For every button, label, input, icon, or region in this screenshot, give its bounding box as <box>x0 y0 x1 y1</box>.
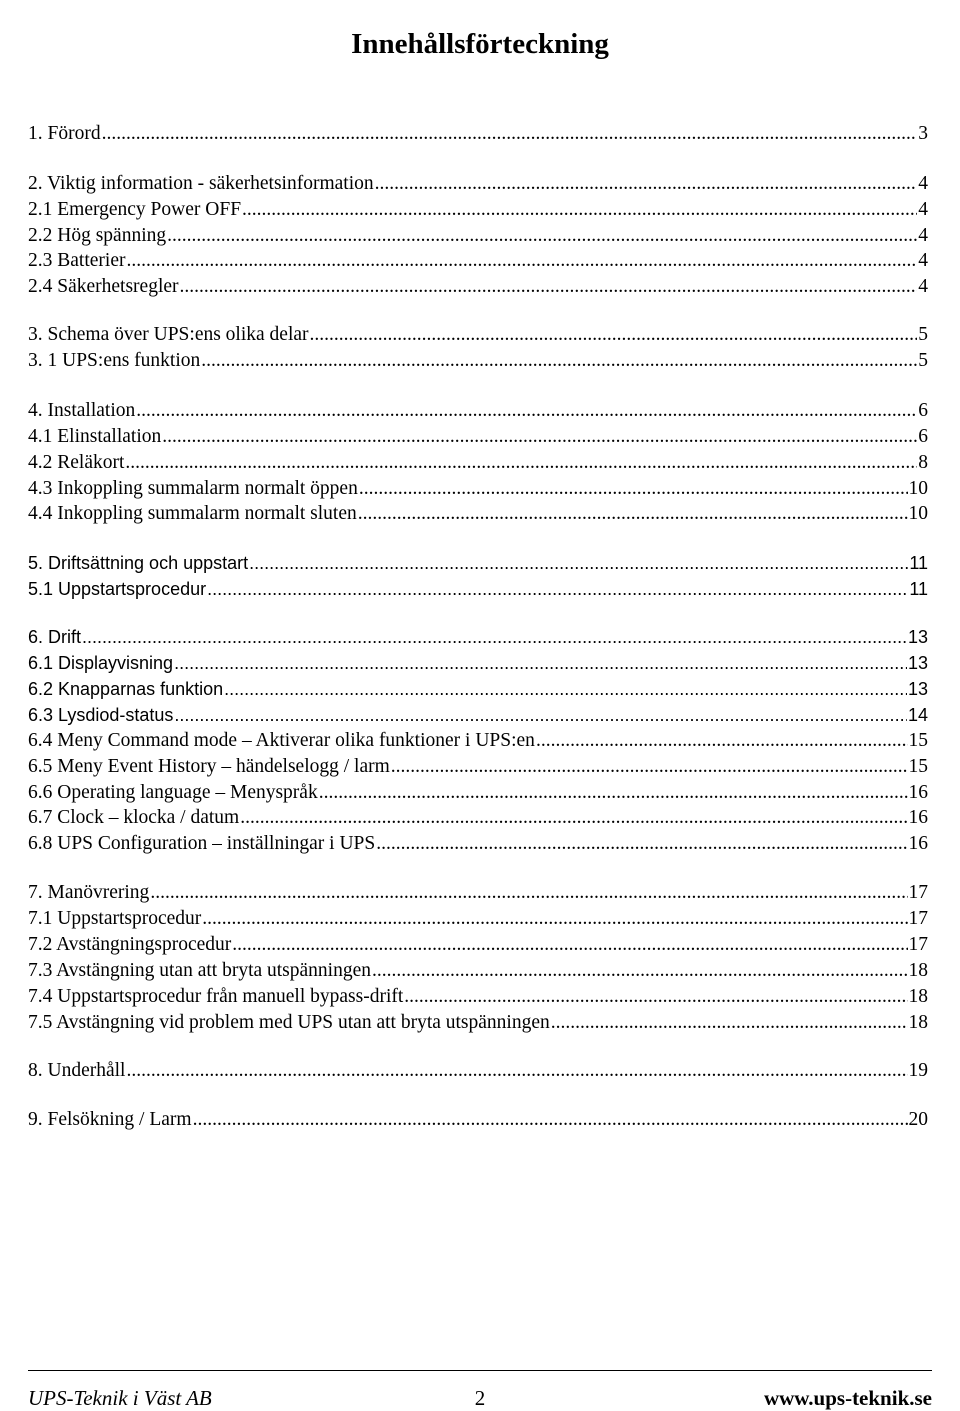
toc-leader-dots <box>375 172 918 196</box>
toc-entry-page: 4 <box>918 173 928 194</box>
toc-entry[interactable] <box>28 1009 928 1035</box>
toc-entry-label: 7.4 Uppstartsprocedur från manuell bypass-drift <box>28 986 404 1007</box>
toc-entry-page: 19 <box>908 1060 928 1081</box>
toc-entry-label: 5.1 Uppstartsprocedur <box>28 579 207 599</box>
toc-entry-label: 6.8 UPS Configuration – inställningar i UPS <box>28 833 376 854</box>
toc-entry-label: 6. Drift <box>28 627 82 647</box>
toc-entry-page: 4 <box>918 199 928 220</box>
toc-leader-dots <box>240 806 907 830</box>
toc-entry-page: 16 <box>908 833 928 854</box>
toc-entry[interactable] <box>28 549 928 575</box>
toc-entry-page: 17 <box>908 882 928 903</box>
toc-entry-label: 4.3 Inkoppling summalarm normalt öppen <box>28 478 358 499</box>
toc-entry-label: 7.2 Avstängningsprocedur <box>28 934 232 955</box>
toc-entry-label: 2.3 Batterier <box>28 250 126 271</box>
toc-leader-dots <box>180 275 918 299</box>
toc-entry-page: 18 <box>908 960 928 981</box>
toc-entry-page: 17 <box>908 934 928 955</box>
toc-entry-page: 16 <box>908 782 928 803</box>
toc-entry-page: 11 <box>909 579 928 599</box>
toc-leader-dots <box>150 881 907 905</box>
toc-entry[interactable] <box>28 727 928 753</box>
toc-leader-dots <box>136 399 917 423</box>
toc-entry-page: 4 <box>918 250 928 271</box>
toc-entry[interactable] <box>28 675 928 701</box>
toc-entry-page: 13 <box>907 627 928 647</box>
toc-entry-page: 5 <box>918 350 928 371</box>
footer-divider <box>28 1370 932 1371</box>
toc-entry-label: 7.3 Avstängning utan att bryta utspänningen <box>28 960 372 981</box>
toc-leader-dots <box>391 755 908 779</box>
toc-entry[interactable] <box>28 475 928 501</box>
toc-entry[interactable] <box>28 397 928 423</box>
toc-entry-page: 6 <box>918 400 928 421</box>
toc-leader-dots <box>404 985 907 1009</box>
toc-entry-label: 7. Manövrering <box>28 882 150 903</box>
toc-entry[interactable] <box>28 983 928 1009</box>
toc-entry-label: 8. Underhåll <box>28 1060 126 1081</box>
toc-entry-page: 4 <box>918 225 928 246</box>
toc-entry-page: 14 <box>907 705 928 725</box>
toc-leader-dots <box>207 577 908 601</box>
toc-entry[interactable] <box>28 804 928 830</box>
toc-entry-page: 5 <box>918 324 928 345</box>
toc-entry-page: 6 <box>918 426 928 447</box>
toc-entry-label: 4.1 Elinstallation <box>28 426 162 447</box>
toc-entry-label: 1. Förord <box>28 123 101 144</box>
toc-entry-label: 2.2 Hög spänning <box>28 225 167 246</box>
toc-entry[interactable] <box>28 701 928 727</box>
toc-entry[interactable] <box>28 931 928 957</box>
toc-entry-label: 6.3 Lysdiod-status <box>28 705 174 725</box>
toc-entry-page: 10 <box>908 478 928 499</box>
toc-leader-dots <box>82 625 907 649</box>
toc-entry-label: 4.4 Inkoppling summalarm normalt sluten <box>28 503 357 524</box>
toc-entry-page: 8 <box>918 452 928 473</box>
footer-company: UPS-Teknik i Väst AB <box>28 1386 212 1410</box>
toc-leader-dots <box>224 677 907 701</box>
toc-leader-dots <box>202 907 907 931</box>
toc-entry-label: 6.1 Displayvisning <box>28 653 174 673</box>
toc-entry[interactable] <box>28 120 928 146</box>
toc-leader-dots <box>376 832 907 856</box>
toc-entry-label: 3. 1 UPS:ens funktion <box>28 350 201 371</box>
toc-entry-page: 13 <box>907 679 928 699</box>
toc-leader-dots <box>551 1011 908 1035</box>
toc-entry[interactable] <box>28 321 928 347</box>
toc-entry[interactable] <box>28 273 928 299</box>
toc-entry[interactable] <box>28 779 928 805</box>
toc-entry[interactable] <box>28 753 928 779</box>
toc-entry[interactable] <box>28 347 928 373</box>
toc-entry-label: 2.1 Emergency Power OFF <box>28 199 242 220</box>
page-footer <box>28 1386 932 1410</box>
toc-leader-dots <box>174 651 907 675</box>
toc-entry-label: 6.6 Operating language – Menyspråk <box>28 782 318 803</box>
toc-entry-label: 7.5 Avstängning vid problem med UPS utan att bryta utspänningen <box>28 1012 550 1033</box>
toc-entry-label: 6.4 Meny Command mode – Aktiverar olika funktioner i UPS:en <box>28 730 535 751</box>
toc-entry[interactable] <box>28 500 928 526</box>
toc-entry[interactable] <box>28 1057 928 1083</box>
toc-entry-page: 10 <box>908 503 928 524</box>
toc-entry[interactable] <box>28 957 928 983</box>
toc-entry[interactable] <box>28 449 928 475</box>
toc-entry[interactable] <box>28 222 928 248</box>
toc-leader-dots <box>358 502 908 526</box>
toc-entry[interactable] <box>28 649 928 675</box>
toc-leader-dots <box>102 122 918 146</box>
toc-entry[interactable] <box>28 170 928 196</box>
toc-entry-page: 16 <box>908 807 928 828</box>
toc-entry-label: 5. Driftsättning och uppstart <box>28 553 249 573</box>
toc-entry[interactable] <box>28 1106 928 1132</box>
toc-leader-dots <box>242 198 917 222</box>
toc-entry-label: 6.7 Clock – klocka / datum <box>28 807 240 828</box>
page-title: Innehållsförteckning <box>351 28 609 60</box>
toc-leader-dots <box>125 451 917 475</box>
toc-leader-dots <box>359 477 908 501</box>
toc-leader-dots <box>174 703 907 727</box>
toc-leader-dots <box>193 1108 908 1132</box>
toc-entry[interactable] <box>28 905 928 931</box>
toc-entry-page: 20 <box>908 1109 928 1130</box>
toc-entry[interactable] <box>28 196 928 222</box>
toc-entry-page: 4 <box>918 276 928 297</box>
toc-entry[interactable] <box>28 830 928 856</box>
footer-website-link[interactable]: www.ups-teknik.se <box>763 1386 932 1410</box>
toc-entry-page: 13 <box>907 653 928 673</box>
toc-entry-label: 4. Installation <box>28 400 136 421</box>
toc-entry-label: 4.2 Reläkort <box>28 452 125 473</box>
toc-entry-label: 3. Schema över UPS:ens olika delar <box>28 324 309 345</box>
toc-entry-label: 9. Felsökning / Larm <box>28 1109 192 1130</box>
toc-entry-page: 18 <box>908 986 928 1007</box>
toc-entry-label: 2. Viktig information - säkerhetsinformation <box>28 173 374 194</box>
toc-entry-label: 7.1 Uppstartsprocedur <box>28 908 202 929</box>
toc-entry[interactable] <box>28 575 928 601</box>
toc-entry[interactable] <box>28 247 928 273</box>
toc-entry-page: 11 <box>909 553 928 573</box>
toc-entry-page: 15 <box>908 730 928 751</box>
toc-entry-label: 6.2 Knapparnas funktion <box>28 679 224 699</box>
toc-entry-page: 3 <box>918 123 928 144</box>
toc-leader-dots <box>310 323 918 347</box>
toc-leader-dots <box>162 425 917 449</box>
toc-leader-dots <box>232 933 907 957</box>
toc-leader-dots <box>126 249 917 273</box>
toc-leader-dots <box>126 1059 907 1083</box>
toc-leader-dots <box>372 959 907 983</box>
toc-leader-dots <box>319 781 908 805</box>
toc-entry[interactable] <box>28 879 928 905</box>
toc-entry-label: 2.4 Säkerhetsregler <box>28 276 179 297</box>
toc-entry[interactable] <box>28 623 928 649</box>
toc-leader-dots <box>536 729 908 753</box>
footer-page-number: 2 <box>474 1386 486 1410</box>
toc-leader-dots <box>201 349 917 373</box>
toc-entry-page: 17 <box>908 908 928 929</box>
toc-entry-label: 6.5 Meny Event History – händelselogg / larm <box>28 756 390 777</box>
toc-entry[interactable] <box>28 423 928 449</box>
toc-entry-page: 18 <box>908 1012 928 1033</box>
toc-entry-page: 15 <box>908 756 928 777</box>
toc-leader-dots <box>249 551 908 575</box>
toc-leader-dots <box>167 224 917 248</box>
